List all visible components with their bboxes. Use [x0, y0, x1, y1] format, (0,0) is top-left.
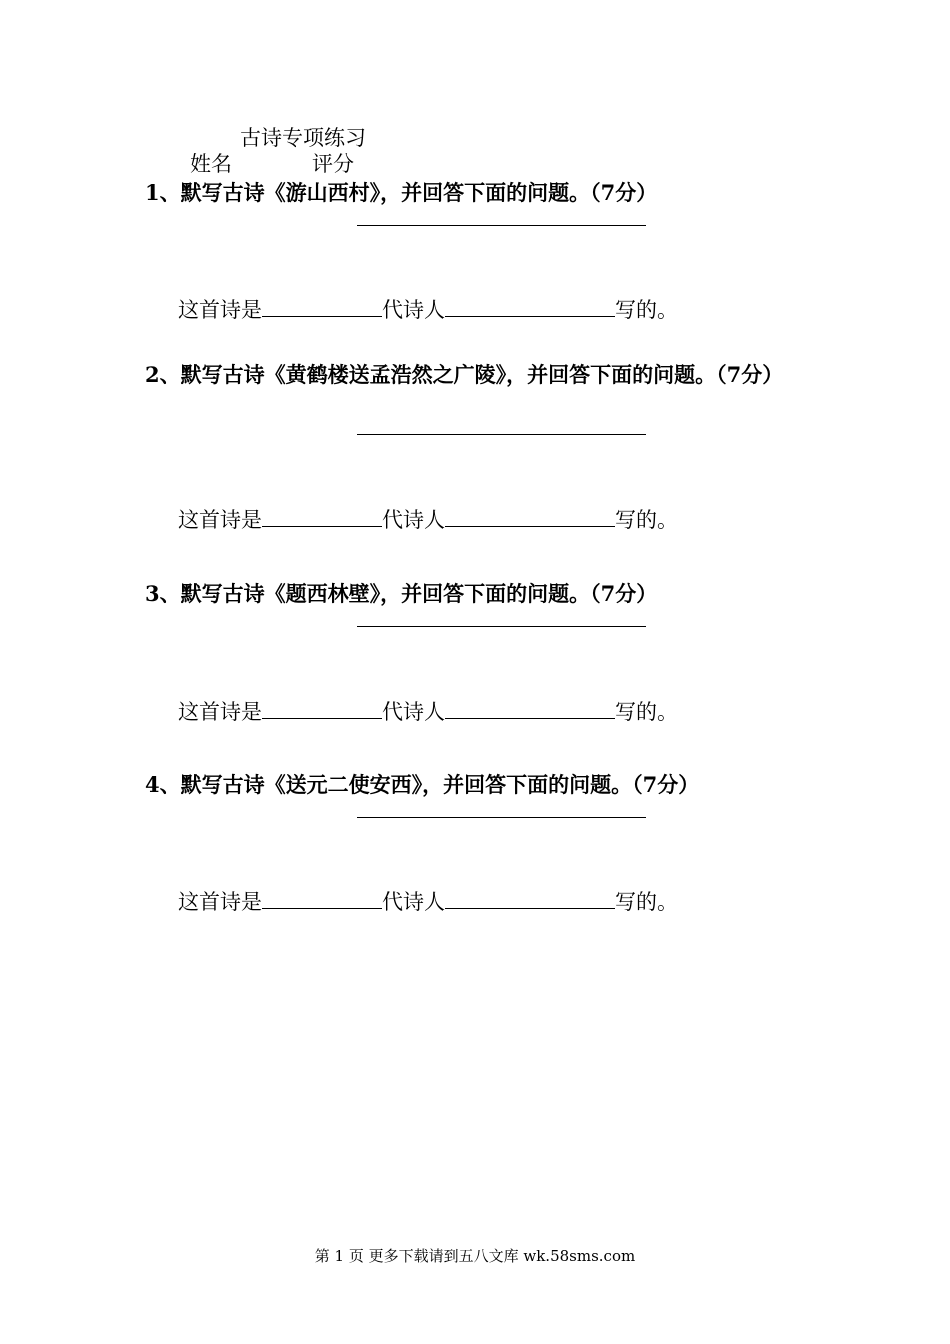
answer-suffix: 写的。 — [615, 890, 678, 914]
answer-prefix: 这首诗是 — [178, 890, 262, 914]
poet-blank[interactable] — [445, 294, 615, 317]
question-3-answer-line — [178, 696, 678, 727]
poet-blank[interactable] — [445, 696, 615, 719]
question-2-prompt: 2、默写古诗《黄鹤楼送孟浩然之广陵》，并回答下面的问题。（7分） — [145, 362, 784, 387]
era-blank[interactable] — [262, 294, 382, 317]
answer-suffix: 写的。 — [615, 508, 678, 532]
answer-prefix: 这首诗是 — [178, 700, 262, 724]
question-4-answer-line — [178, 886, 678, 917]
answer-middle: 代诗人 — [382, 298, 445, 322]
worksheet-title: 古诗专项练习 — [240, 126, 366, 150]
question-2-writing-line[interactable] — [357, 434, 646, 435]
question-1-writing-line[interactable] — [357, 225, 646, 226]
question-1-prompt: 1、默写古诗《游山西村》，并回答下面的问题。（7分） — [145, 180, 658, 205]
era-blank[interactable] — [262, 886, 382, 909]
question-2-answer-line — [178, 504, 678, 535]
page-footer: 第 1 页 更多下载请到五八文库 wk.58sms.com — [314, 1247, 636, 1265]
answer-suffix: 写的。 — [615, 298, 678, 322]
answer-suffix: 写的。 — [615, 700, 678, 724]
score-label: 评分 — [312, 152, 354, 176]
era-blank[interactable] — [262, 504, 382, 527]
question-1-answer-line — [178, 294, 678, 325]
answer-middle: 代诗人 — [382, 890, 445, 914]
question-3-prompt: 3、默写古诗《题西林壁》，并回答下面的问题。（7分） — [145, 581, 658, 606]
poet-blank[interactable] — [445, 504, 615, 527]
answer-middle: 代诗人 — [382, 700, 445, 724]
answer-prefix: 这首诗是 — [178, 508, 262, 532]
question-4-prompt: 4、默写古诗《送元二使安西》，并回答下面的问题。（7分） — [145, 772, 700, 797]
answer-prefix: 这首诗是 — [178, 298, 262, 322]
question-4-writing-line[interactable] — [357, 817, 646, 818]
era-blank[interactable] — [262, 696, 382, 719]
question-3-writing-line[interactable] — [357, 626, 646, 627]
poet-blank[interactable] — [445, 886, 615, 909]
name-label: 姓名 — [190, 152, 232, 176]
answer-middle: 代诗人 — [382, 508, 445, 532]
